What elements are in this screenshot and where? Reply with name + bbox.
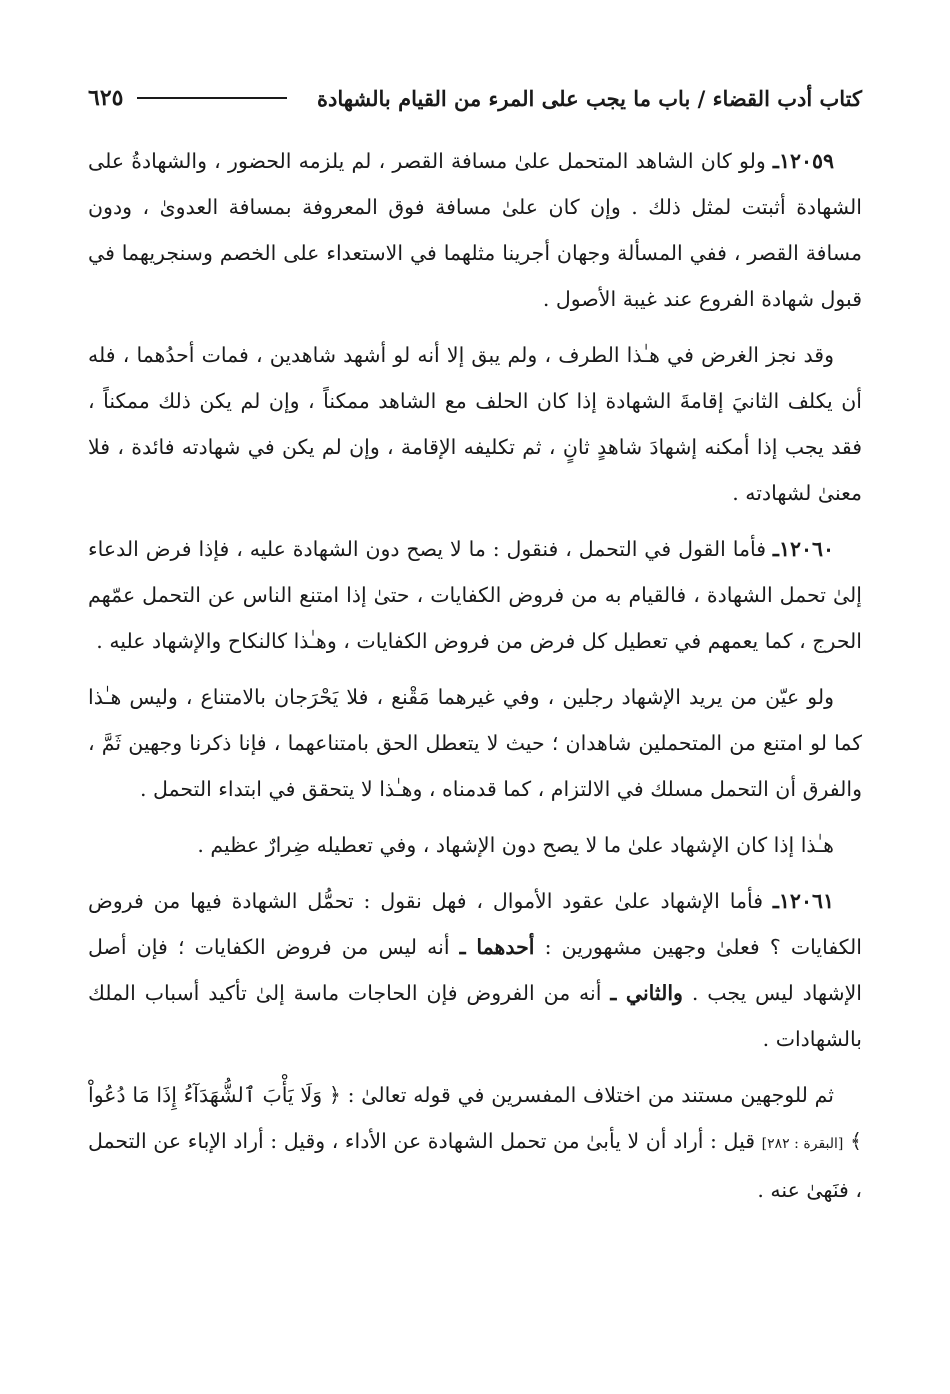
bold-term-second: والثاني ـ	[610, 981, 683, 1005]
paragraph-number: ١٢٠٥٩ـ	[772, 149, 834, 173]
paragraph	[88, 822, 862, 868]
page-number: ٦٢٥	[88, 85, 124, 111]
paragraph-12061	[88, 878, 862, 1062]
paragraph-text: فأما القول في التحمل ، فنقول : ما لا يصح دون الشهادة عليه ، فإذا فرض الدعاء إلىٰ تحمل الشهادة ، فالقيام به من فروض الكفايات ، حتىٰ إذا امتنع الناس عن التحمل عمّهم الحرج ، كما يعمهم في تعطيل كل فرض من فروض الكفايات ، وهـٰذا كالنكاح والإشهاد عليه .	[88, 537, 862, 653]
paragraph-12060	[88, 526, 862, 664]
paragraph-text: ولو كان الشاهد المتحمل علىٰ مسافة القصر ، لم يلزمه الحضور ، والشهادةُ على الشهادة أثبتت لمثل ذلك . وإن كان علىٰ مسافة فوق المعروفة بمسافة العدوىٰ ، ودون مسافة القصر ، ففي المسألة وجهان أجرينا مثلهما في الاستعداء على الخصم وسنجريهما في قبول شهادة الفروع عند غيبة الأصول .	[88, 149, 862, 311]
paragraph	[88, 1072, 862, 1213]
paragraph-text: هـٰذا إذا كان الإشهاد علىٰ ما لا يصح دون الإشهاد ، وفي تعطيله ضِرارٌ عظيم .	[197, 833, 834, 857]
quran-quote: ﴿ وَلَا يَأْبَ ٱلشُّهَدَآءُ إِذَا مَا دُعُواْ ﴾	[88, 1083, 862, 1153]
page-header	[88, 78, 862, 118]
paragraph-text: أنه من الفروض فإن الحاجات ماسة إلىٰ تأكيد أسباب الملك بالشهادات .	[88, 981, 862, 1051]
page-body	[88, 138, 862, 1223]
paragraph-12059	[88, 138, 862, 322]
paragraph-text: ولو عيّن من يريد الإشهاد رجلين ، وفي غيرهما مَقْنع ، فلا يَحْرَجان بالامتناع ، وليس هـٰذا كما لو امتنع من المتحملين شاهدان ؛ حيث لا يتعطل الحق بامتناعهما ، فإنا ذكرنا وجهين ثَمَّ ، والفرق أن التحمل مسلك في الالتزام ، كما قدمناه ، وهـٰذا لا يتحقق في ابتداء التحمل .	[88, 685, 862, 801]
paragraph	[88, 674, 862, 812]
header-rule	[137, 97, 287, 99]
paragraph-text: قيل : أراد أن لا يأبىٰ من تحمل الشهادة عن الأداء ، وقيل : أراد الإباء عن التحمل ، فنَهىٰ عنه .	[88, 1129, 862, 1202]
header-rule-area	[123, 97, 317, 99]
quran-reference: [البقرة : ٢٨٢]	[761, 1136, 844, 1152]
paragraph	[88, 332, 862, 516]
paragraph-number: ١٢٠٦١ـ	[772, 889, 834, 913]
paragraph-text: فأما الإشهاد علىٰ عقود الأموال ، فهل نقول : تحمُّل الشهادة فيها من فروض الكفايات ؟ فعلىٰ وجهين مشهورين :	[88, 889, 862, 959]
paragraph-text: أنه ليس من فروض الكفايات ؛ فإن أصل الإشهاد ليس يجب .	[88, 935, 862, 1005]
bold-term-first: أحدهما ـ	[459, 935, 535, 959]
paragraph-text: ثم للوجهين مستند من اختلاف المفسرين في قوله تعالىٰ :	[347, 1083, 834, 1107]
paragraph-text: وقد نجز الغرض في هـٰذا الطرف ، ولم يبق إلا أنه لو أشهد شاهدين ، فمات أحدُهما ، فله أن يكلف الثانيَ إقامةَ الشهادة إذا كان الحلف مع الشاهد ممكناً ، وإن لم يكن ذلك ممكناً ، فقد يجب إذا أمكنه إشهادَ شاهدٍ ثانٍ ، ثم تكليفه الإقامة ، وإن لم يكن في شهادته فائدة ، فلا معنىٰ لشهادته .	[88, 343, 862, 505]
paragraph-number: ١٢٠٦٠ـ	[772, 537, 834, 561]
running-title: كتاب أدب القضاء / باب ما يجب على المرء من القيام بالشهادة	[316, 85, 862, 111]
